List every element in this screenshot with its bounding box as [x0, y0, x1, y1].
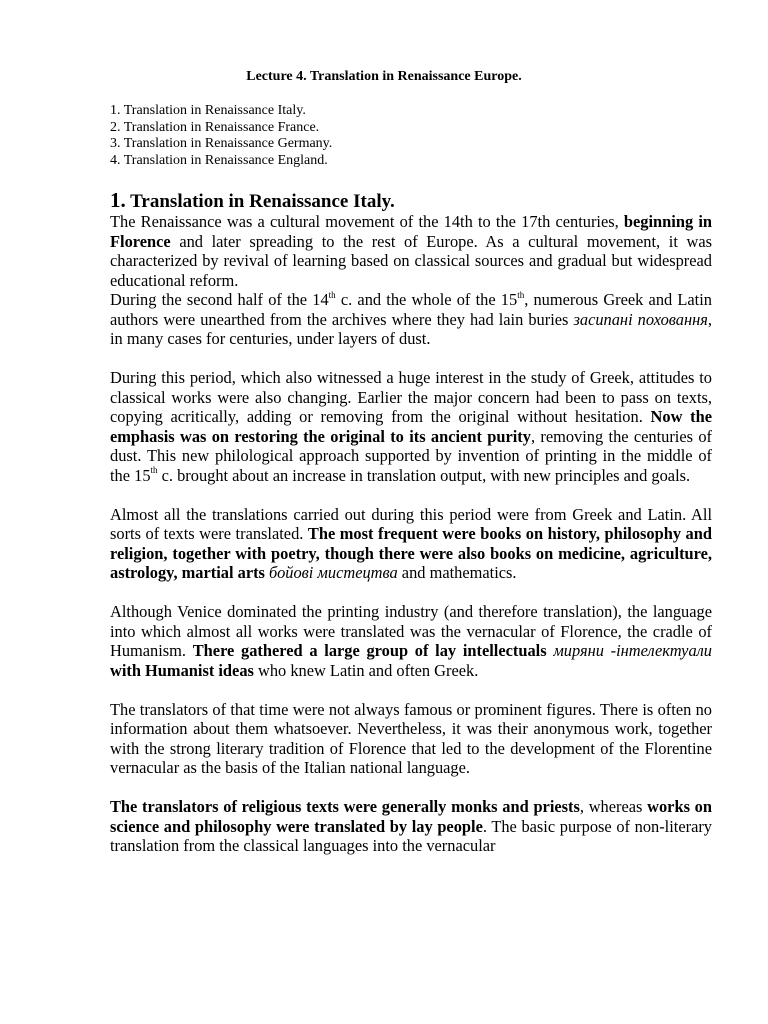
text-run: and mathematics. [397, 563, 517, 582]
text-run: During this period, which also witnessed a huge interest in the study of Greek, attitudes to classical works were also changing. Earlier the major concern had been to pass on texts, copying acritically, adding or removing from the original without hesitation. [110, 368, 712, 426]
text-run: During the second half of the 14 [110, 290, 329, 309]
table-of-contents [110, 103, 332, 169]
superscript: th [328, 289, 336, 300]
toc-item: 1. Translation in Renaissance Italy. [110, 103, 306, 118]
section-title: Translation in Renaissance Italy. [130, 191, 395, 212]
superscript: th [150, 465, 158, 476]
section-number: 1. [110, 188, 126, 212]
superscript: th [517, 289, 525, 300]
bold-text: There gathered a large group of lay intellectuals [192, 641, 547, 660]
text-run: , whereas [579, 797, 648, 816]
italic-gloss: миряни -інтелектуали [553, 641, 712, 660]
text-run: Almost all the translations carried out during this period were from Greek and Latin. All sorts of texts were translated. [110, 504, 712, 543]
bold-text: works on science and philosophy were translated by lay people [110, 797, 712, 836]
italic-gloss: бойові мистецтва [269, 563, 398, 582]
text-run: The Renaissance was a cultural movement of the 14th to the 17th centuries, [110, 212, 624, 231]
bold-text: with Humanist ideas [110, 660, 254, 680]
section-heading [110, 188, 395, 214]
text-run: , in many cases for centuries, under layers of dust. [110, 309, 712, 348]
toc-item: 3. Translation in Renaissance Germany. [110, 136, 333, 151]
body-text [110, 212, 712, 856]
italic-gloss: засипані поховання [573, 309, 708, 329]
paragraph-7 [110, 797, 712, 856]
text-run: , numerous Greek and Latin authors were unearthed from the archives where they had lain buries [110, 290, 712, 329]
text-run: c. brought about an increase in translation output, with new principles and goals. [157, 465, 691, 485]
text-run: who knew Latin and often Greek. [253, 660, 479, 680]
text-run: Although Venice dominated the printing industry (and therefore translation), the language into which almost all works were translated was the vernacular of Florence, the cradle of Humanism. [110, 602, 712, 660]
text-run: c. and the whole of the 15 [335, 290, 518, 309]
paragraph-6 [110, 700, 712, 778]
paragraph-2 [110, 290, 712, 349]
paragraph-5 [110, 602, 712, 680]
text-run: and later spreading to the rest of Europe. As a cultural movement, it was characterized by revival of learning based on classical sources and gradual but widespread educational reform. [110, 231, 712, 290]
bold-text: beginning in Florence [110, 212, 712, 251]
toc-item: 2. Translation in Renaissance France. [110, 119, 320, 135]
text-run: , removing the centuries of dust. This new philological approach supported by invention of printing in the middle of the 15 [110, 426, 712, 485]
paragraph-4 [110, 505, 712, 583]
paragraph-1 [110, 212, 712, 290]
text-run: . The basic purpose of non-literary translation from the classical languages into the vernacular [110, 816, 712, 855]
text-run: The translators of that time were not always famous or prominent figures. There is often no information about them whatsoever. Nevertheless, it was their anonymous work, together with the strong literary tradition of Florence that led to the development of the Florentine vernacular as the basis of the Italian national language. [110, 699, 712, 777]
lecture-title: Lecture 4. Translation in Renaissance Europe. [246, 69, 522, 84]
toc-item: 4. Translation in Renaissance England. [110, 152, 328, 168]
bold-text: The most frequent were books on history, philosophy and religion, together with poetry, though there were also books on medicine, agriculture, astrology, martial arts [110, 524, 712, 582]
paragraph-3 [110, 368, 712, 485]
bold-text: Now the emphasis was on restoring the original to its ancient purity [110, 407, 712, 446]
bold-text: The translators of religious texts were generally monks and priests [110, 797, 580, 816]
